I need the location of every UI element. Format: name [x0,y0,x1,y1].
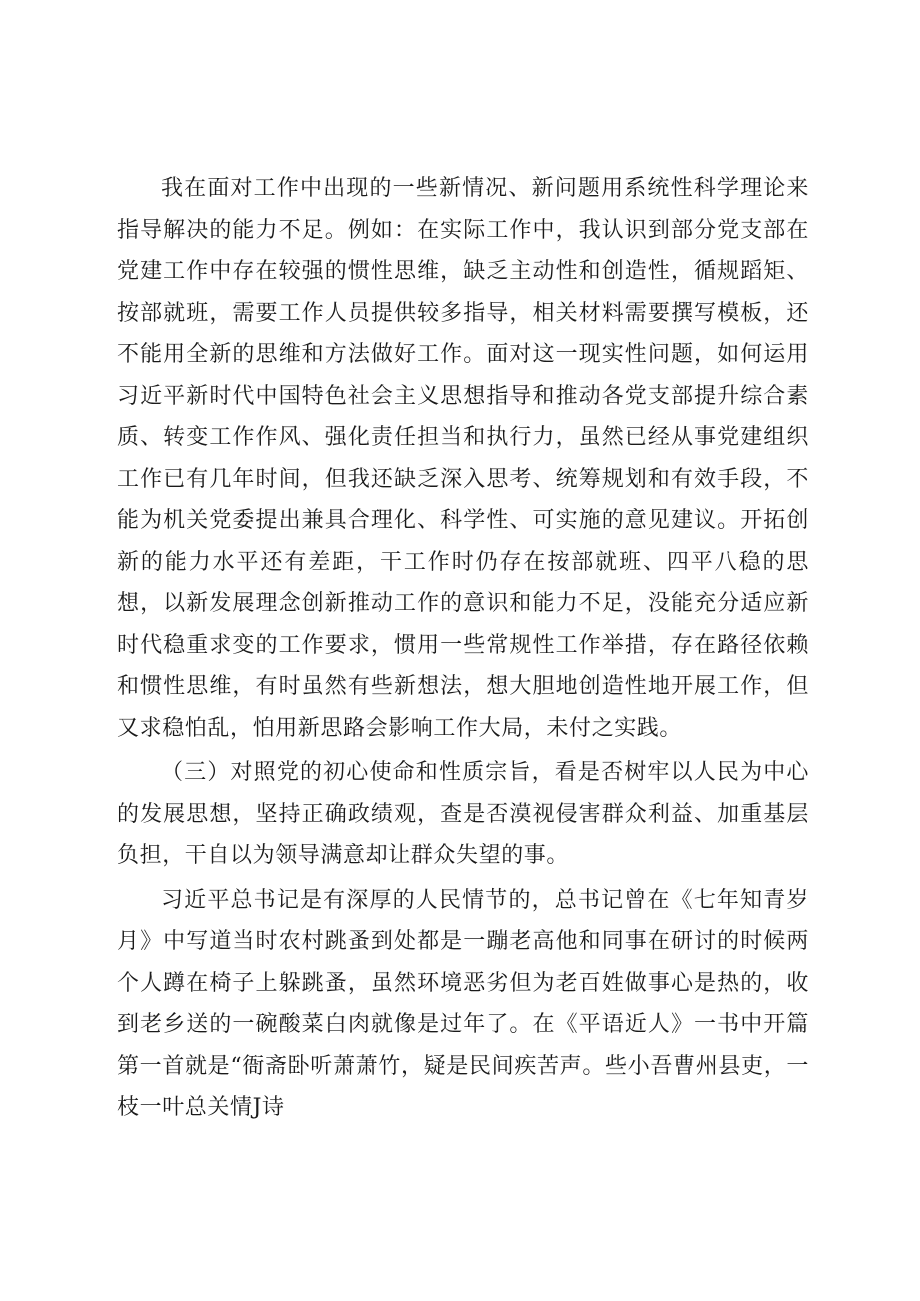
paragraph-section-three-heading: （三）对照党的初心使命和性质宗旨，看是否树牢以人民为中心的发展思想，坚持正确政绩观，查是否漠视侵害群众利益、加重基层负担，干自以为领导满意却让群众失望的事。 [117,760,809,868]
document-body [117,168,809,1129]
paragraph-ability-shortcomings: 我在面对工作中出现的一些新情况、新问题用系统性科学理论来指导解决的能力不足。例如：在实际工作中，我认识到部分党支部在党建工作中存在较强的惯性思维，缺乏主动性和创造性，循规蹈矩、按部就班，需要工作人员提供较多指导，相关材料需要撰写模板，还不能用全新的思维和方法做好工作。面对这一现实性问题，如何运用习近平新时代中国特色社会主义思想指导和推动各党支部提升综合素质、转变工作作风、强化责任担当和执行力，虽然已经从事党建组织工作已有几年时间，但我还缺乏深入思考、统筹规划和有效手段，不能为机关党委提出兼具合理化、科学性、可实施的意见建议。开拓创新的能力水平还有差距，干工作时仍存在按部就班、四平八稳的思想，以新发展理念创新推动工作的意识和能力不足，没能充分适应新时代稳重求变的工作要求，惯用一些常规性工作举措，存在路径依赖和惯性思维，有时虽然有些新想法，想大胆地创造性地开展工作，但又求稳怕乱，怕用新思路会影响工作大局，未付之实践。 [117,176,809,741]
paragraph-people-centered: 习近平总书记是有深厚的人民情节的，总书记曾在《七年知青岁月》中写道当时农村跳蚤到处都是一蹦老高他和同事在研讨的时候两个人蹲在椅子上躲跳蚤，虽然环境恶劣但为老百姓做事心是热的，收到老乡送的一碗酸菜白肉就像是过年了。在《平语近人》一书中开篇第一首就是“衙斋卧听萧萧竹，疑是民间疾苦声。些小吾曹州县吏，一枝一叶总关情J诗 [117,887,809,1120]
